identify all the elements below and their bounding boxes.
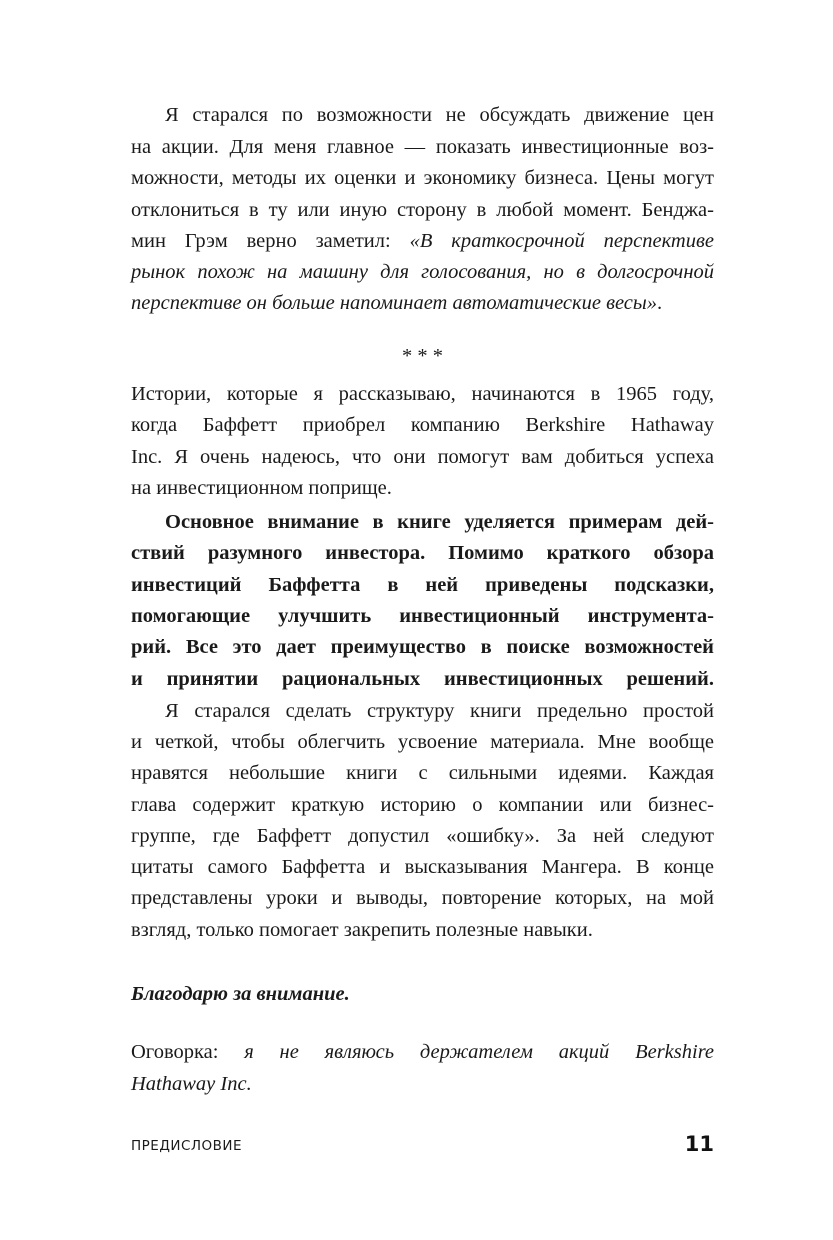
text-line bbox=[131, 855, 714, 879]
text-line bbox=[131, 166, 714, 190]
text: Я старался по возможности не обсуждать движение цен bbox=[165, 104, 714, 126]
italic-text: Hathaway Inc. bbox=[131, 1073, 252, 1095]
text-line bbox=[165, 699, 714, 723]
bold-text: Основное внимание в книге уделяется примерам дей- bbox=[165, 511, 714, 533]
italic-text: рынок похож на машину для голосования, но в долгосрочной bbox=[131, 261, 714, 283]
text-line bbox=[165, 510, 714, 534]
text: . bbox=[657, 292, 663, 314]
text: глава содержит краткую историю о компании или бизнес- bbox=[131, 794, 714, 816]
page-number: 11 bbox=[684, 1132, 714, 1156]
text: на инвестиционном поприще. bbox=[131, 477, 392, 499]
text-line bbox=[131, 135, 714, 159]
text: * * * bbox=[402, 345, 443, 367]
text-line bbox=[131, 413, 714, 437]
text-line bbox=[131, 982, 714, 1006]
text-line bbox=[131, 918, 714, 942]
italic-text: «В краткосрочной перспективе bbox=[409, 230, 714, 252]
text-line bbox=[165, 103, 714, 127]
text-line bbox=[131, 291, 714, 315]
text-line bbox=[131, 573, 714, 597]
text-line bbox=[131, 824, 714, 848]
text-line bbox=[131, 382, 714, 406]
text: группе, где Баффетт допустил «ошибку». За ней следуют bbox=[131, 825, 714, 847]
text: Inc. Я очень надеюсь, что они помогут вам добиться успеха bbox=[131, 446, 714, 468]
text: когда Баффетт приобрел компанию Berkshire Hathaway bbox=[131, 414, 714, 436]
text-line bbox=[131, 667, 714, 691]
text: представлены уроки и выводы, повторение которых, на мой bbox=[131, 887, 714, 909]
text-line bbox=[131, 229, 714, 253]
text-line bbox=[131, 793, 714, 817]
text: Я старался сделать структуру книги предельно простой bbox=[165, 700, 714, 722]
text-line bbox=[131, 541, 714, 565]
running-footer-section: ПРЕДИСЛОВИЕ bbox=[131, 1138, 243, 1154]
text-line bbox=[131, 260, 714, 284]
text-line bbox=[131, 476, 714, 500]
text-line bbox=[131, 761, 714, 785]
bold-text: инвестиций Баффетта в ней приведены подсказки, bbox=[131, 574, 714, 596]
bold-italic-text: Благодарю за внимание. bbox=[131, 983, 350, 1005]
text-line bbox=[131, 198, 714, 222]
text: цитаты самого Баффетта и высказывания Мангера. В конце bbox=[131, 856, 714, 878]
bold-text: помогающие улучшить инвестиционный инструмента- bbox=[131, 605, 714, 627]
text: нравятся небольшие книги с сильными идеями. Каждая bbox=[131, 762, 714, 784]
text: мин Грэм верно заметил: bbox=[131, 230, 410, 252]
text-line bbox=[131, 635, 714, 659]
text-line bbox=[131, 1040, 714, 1064]
text: и четкой, чтобы облегчить усвоение материала. Мне вообще bbox=[131, 731, 714, 753]
italic-text: я не являюсь держателем акций Berkshire bbox=[244, 1041, 715, 1063]
bold-text: и принятии рациональных инвестиционных решений. bbox=[131, 668, 714, 690]
italic-text: перспективе он больше напоминает автоматические весы» bbox=[131, 292, 658, 314]
text: взгляд, только помогает закрепить полезные навыки. bbox=[131, 919, 593, 941]
section-divider bbox=[131, 344, 714, 368]
text: Истории, которые я рассказываю, начинаются в 1965 году, bbox=[131, 383, 714, 405]
text-line bbox=[131, 886, 714, 910]
text: отклониться в ту или иную сторону в любой момент. Бенджа- bbox=[131, 199, 714, 221]
text-line bbox=[131, 445, 714, 469]
text-line bbox=[131, 1072, 714, 1096]
text: Оговорка: bbox=[131, 1041, 245, 1063]
text-line bbox=[131, 604, 714, 628]
bold-text: рий. Все это дает преимущество в поиске возможностей bbox=[131, 636, 714, 658]
text: на акции. Для меня главное — показать инвестиционные воз- bbox=[131, 136, 714, 158]
bold-text: ствий разумного инвестора. Помимо краткого обзора bbox=[131, 542, 714, 564]
text-line bbox=[131, 730, 714, 754]
text: можности, методы их оценки и экономику бизнеса. Цены могут bbox=[131, 167, 714, 189]
